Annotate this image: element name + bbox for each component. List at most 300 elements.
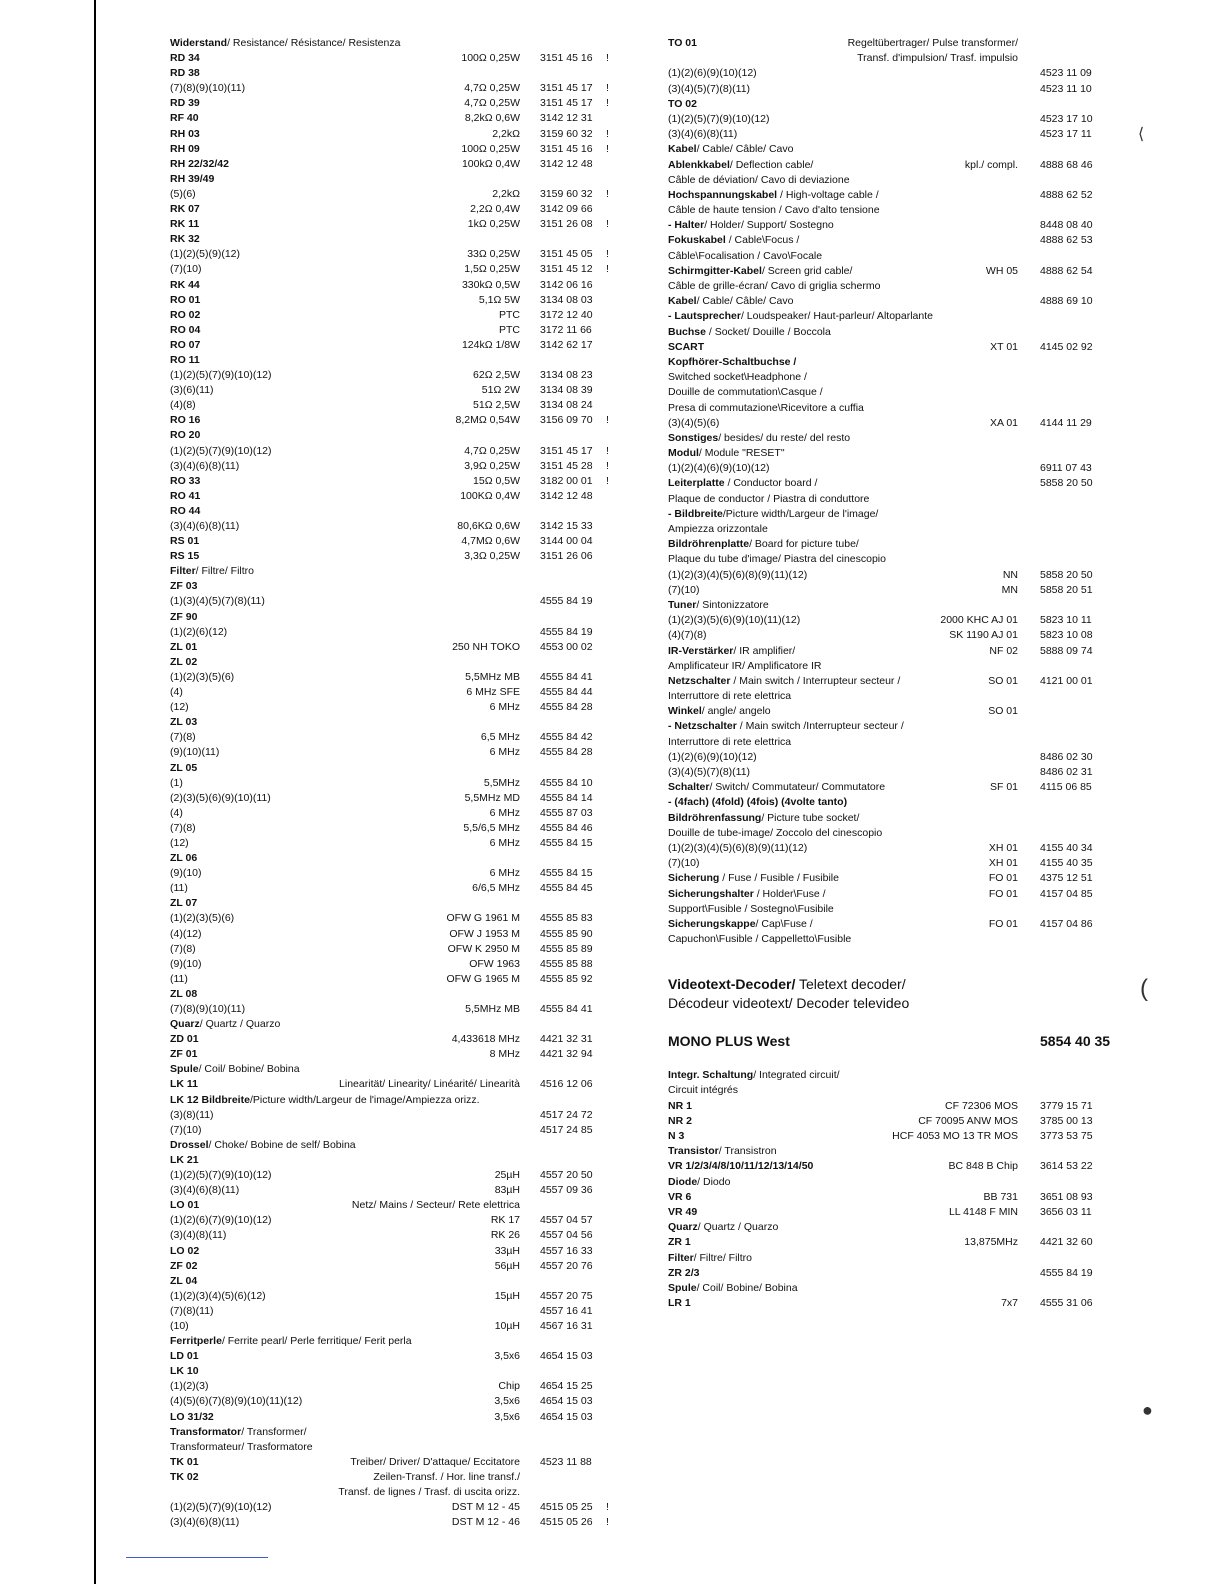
parts-row xyxy=(170,836,630,851)
part-reference: Schirmgitter-Kabel/ Screen grid cable/ xyxy=(668,264,853,277)
part-value: 3,5x6 xyxy=(494,1350,520,1363)
parts-row xyxy=(170,1394,630,1409)
part-reference: RH 03 xyxy=(170,127,200,140)
parts-row xyxy=(668,1083,1138,1098)
part-reference: Kabel/ Cable/ Câble/ Cavo xyxy=(668,295,794,308)
part-reference: (7)(8) xyxy=(170,731,196,744)
parts-row xyxy=(668,765,1138,780)
part-code: 3151 45 17 xyxy=(540,97,593,110)
part-value: 8,2kΩ 0,6W xyxy=(464,112,520,125)
part-value: 3,5x6 xyxy=(494,1410,520,1423)
part-reference: Câble de déviation/ Cavo di deviazione xyxy=(668,173,850,186)
parts-row xyxy=(170,1364,630,1379)
parts-list-left-column xyxy=(170,36,630,1530)
part-reference: Sicherungshalter / Holder\Fuse / xyxy=(668,887,826,900)
part-reference: Interruttore di rete elettrica xyxy=(668,690,792,703)
parts-row xyxy=(668,173,1138,188)
part-code: 4555 85 89 xyxy=(540,942,593,955)
parts-row xyxy=(668,871,1138,886)
part-reference: ZL 06 xyxy=(170,852,198,865)
part-value: NN xyxy=(1002,568,1018,581)
part-value: Transf. de lignes / Trasf. di uscita orizz. xyxy=(338,1486,520,1498)
part-value: 6 MHz xyxy=(489,867,520,880)
part-value: XT 01 xyxy=(990,340,1018,353)
part-reference: (3)(4)(6)(8)(11) xyxy=(668,128,738,141)
part-reference: Sicherungskappe/ Cap\Fuse / xyxy=(668,917,813,930)
part-reference: (3)(8)(11) xyxy=(170,1108,214,1121)
part-reference: RO 44 xyxy=(170,504,201,517)
part-code: 4515 05 26 xyxy=(540,1516,593,1529)
part-value: FO 01 xyxy=(988,917,1018,930)
parts-row xyxy=(668,689,1138,704)
part-reference: (1)(2)(3)(5)(6) xyxy=(170,670,235,683)
parts-row xyxy=(668,279,1138,294)
part-code: 6911 07 43 xyxy=(1040,462,1092,475)
parts-row xyxy=(170,1153,630,1168)
part-value: 5,5/6,5 MHz xyxy=(463,821,520,834)
part-code: 4555 84 14 xyxy=(540,791,593,804)
part-reference: (2)(3)(5)(6)(9)(10)(11) xyxy=(170,791,271,804)
part-reference: Bildröhrenplatte/ Board for picture tube/ xyxy=(668,538,859,551)
part-code: 4515 05 25 xyxy=(540,1501,593,1514)
part-value: 25µH xyxy=(494,1169,520,1182)
part-code: 4555 87 03 xyxy=(540,806,593,819)
part-reference: Support\Fusible / Sostegno\Fusibile xyxy=(668,902,834,915)
parts-row xyxy=(170,640,630,655)
part-code: 4557 04 56 xyxy=(540,1229,593,1242)
part-reference: (1)(2)(3) xyxy=(170,1380,209,1393)
part-value: 124kΩ 1/8W xyxy=(461,338,520,351)
part-reference: (11) xyxy=(170,882,188,895)
part-code: 4555 84 19 xyxy=(540,625,593,638)
parts-row xyxy=(170,1123,630,1138)
part-value: 7x7 xyxy=(1001,1297,1018,1310)
part-value: Treiber/ Driver/ D'attaque/ Eccitatore xyxy=(350,1455,520,1468)
part-reference: Spule/ Coil/ Bobine/ Bobina xyxy=(170,1063,300,1076)
part-code: 3142 62 17 xyxy=(540,338,593,351)
part-code: 4557 20 76 xyxy=(540,1259,593,1272)
margin-punch-mark: ● xyxy=(1142,1400,1153,1420)
part-reference: ZL 02 xyxy=(170,655,198,668)
parts-row xyxy=(668,142,1138,157)
part-code: 4555 31 06 xyxy=(1040,1297,1093,1310)
parts-row xyxy=(668,750,1138,765)
part-reference: Capuchon\Fusible / Cappelletto\Fusible xyxy=(668,933,852,946)
part-reference: (7)(10) xyxy=(170,263,202,276)
part-reference: (12) xyxy=(170,836,189,849)
parts-row xyxy=(170,685,630,700)
part-reference: (1)(2)(4)(6)(9)(10)(12) xyxy=(668,462,770,475)
part-code: 4888 62 53 xyxy=(1040,234,1093,247)
parts-row xyxy=(170,217,630,232)
parts-row xyxy=(668,1281,1138,1296)
parts-row xyxy=(668,325,1138,340)
part-reference: (1)(2)(5)(9)(12) xyxy=(170,248,241,261)
part-reference: VR 6 xyxy=(668,1190,692,1203)
part-code: 3151 45 17 xyxy=(540,444,593,457)
parts-row xyxy=(170,1077,630,1092)
parts-row xyxy=(170,957,630,972)
parts-row xyxy=(668,416,1138,431)
part-code: 3151 45 12 xyxy=(540,263,593,276)
part-reference: Buchse / Socket/ Douille / Boccola xyxy=(668,325,831,338)
part-reference: Câble de haute tension / Cavo d'alto tensione xyxy=(668,204,880,217)
safety-mark: ! xyxy=(606,97,609,110)
parts-row xyxy=(170,1168,630,1183)
part-reference: Switched socket\Headphone / xyxy=(668,371,807,384)
part-value: 56µH xyxy=(494,1259,520,1272)
parts-row xyxy=(170,1093,630,1108)
part-reference: Interruttore di rete elettrica xyxy=(668,735,792,748)
part-reference: (7)(8)(11) xyxy=(170,1304,214,1317)
part-reference: RH 39/49 xyxy=(170,172,215,185)
parts-row xyxy=(170,927,630,942)
part-code: 4555 84 28 xyxy=(540,701,593,714)
part-reference: SCART xyxy=(668,340,705,353)
part-value: 1,5Ω 0,25W xyxy=(464,263,520,276)
part-reference: Diode/ Diodo xyxy=(668,1175,731,1188)
parts-row xyxy=(170,1440,630,1455)
parts-row xyxy=(170,730,630,745)
parts-row xyxy=(170,670,630,685)
parts-row xyxy=(668,568,1138,583)
parts-row xyxy=(668,82,1138,97)
parts-row xyxy=(170,745,630,760)
part-value: PTC xyxy=(499,323,520,336)
parts-row xyxy=(170,821,630,836)
part-reference: RD 38 xyxy=(170,67,200,80)
part-value: 2,2Ω 0,4W xyxy=(470,203,520,216)
decoder-heading-line-2 xyxy=(668,994,1138,1013)
parts-row xyxy=(170,972,630,987)
part-code: 4888 68 46 xyxy=(1040,158,1093,171)
part-code: 4888 69 10 xyxy=(1040,295,1093,308)
parts-row xyxy=(668,719,1138,734)
part-value: 6 MHz xyxy=(489,701,520,714)
part-reference: RS 01 xyxy=(170,535,200,548)
part-code: 3142 12 31 xyxy=(540,112,593,125)
part-code: 4557 20 50 xyxy=(540,1169,593,1182)
part-value: 6 MHz SFE xyxy=(466,686,520,699)
part-reference: - Halter/ Holder/ Support/ Sostegno xyxy=(668,219,834,232)
parts-row xyxy=(170,579,630,594)
parts-row xyxy=(170,1274,630,1289)
part-code: 3151 45 28 xyxy=(540,459,593,472)
part-reference: LK 11 xyxy=(170,1078,199,1091)
parts-row xyxy=(170,655,630,670)
part-code: 4421 32 94 xyxy=(540,1048,593,1061)
part-value: 62Ω 2,5W xyxy=(473,369,520,382)
parts-row xyxy=(668,249,1138,264)
parts-row xyxy=(668,1266,1138,1281)
part-value: HCF 4053 MO 13 TR MOS xyxy=(892,1130,1018,1142)
safety-mark: ! xyxy=(606,248,609,261)
part-reference: (1)(2)(5)(7)(9)(10)(12) xyxy=(170,1169,272,1182)
part-reference: RK 11 xyxy=(170,218,200,231)
part-value: 6 MHz xyxy=(489,836,520,849)
part-value: Chip xyxy=(498,1380,520,1393)
part-value: 3,3Ω 0,25W xyxy=(464,550,520,563)
part-value: 83µH xyxy=(494,1184,520,1197)
part-code: 3651 08 93 xyxy=(1040,1190,1093,1203)
parts-row xyxy=(170,1349,630,1364)
parts-row xyxy=(668,127,1138,142)
part-reference: RO 04 xyxy=(170,323,201,336)
part-reference: (11) xyxy=(170,972,188,985)
part-value: 33µH xyxy=(494,1244,520,1257)
part-reference: TK 01 xyxy=(170,1455,199,1468)
part-value: 1kΩ 0,25W xyxy=(467,218,520,231)
part-reference: Spule/ Coil/ Bobine/ Bobina xyxy=(668,1281,798,1294)
part-reference: (7)(8) xyxy=(170,942,196,955)
part-reference: (7)(8) xyxy=(170,821,196,834)
part-reference: ZR 2/3 xyxy=(668,1266,700,1279)
footer-rule xyxy=(126,1557,268,1558)
part-reference: Câble\Focalisation / Cavo\Focale xyxy=(668,249,823,262)
parts-row xyxy=(170,625,630,640)
part-code: 3172 12 40 xyxy=(540,308,593,321)
part-reference: RF 40 xyxy=(170,112,199,125)
part-reference: ZF 03 xyxy=(170,580,198,593)
parts-row xyxy=(170,911,630,926)
part-reference: Presa di commutazione\Ricevitore a cuffia xyxy=(668,401,864,414)
part-code: 4375 12 51 xyxy=(1040,872,1093,885)
part-value: Zeilen-Transf. / Hor. line transf./ xyxy=(373,1470,520,1483)
part-value: RK 17 xyxy=(490,1214,520,1227)
parts-row xyxy=(170,308,630,323)
part-code: 3773 53 75 xyxy=(1040,1130,1093,1142)
part-reference: Integr. Schaltung/ Integrated circuit/ xyxy=(668,1069,840,1082)
parts-row xyxy=(170,549,630,564)
parts-row xyxy=(170,1108,630,1123)
part-reference: Filter/ Filtre/ Filtro xyxy=(668,1251,753,1264)
part-value: 100kΩ 0,4W xyxy=(461,157,520,170)
part-reference: (9)(10)(11) xyxy=(170,746,220,759)
part-reference: RO 11 xyxy=(170,353,200,366)
part-code: 8486 02 30 xyxy=(1040,750,1093,763)
part-reference: Ferritperle/ Ferrite pearl/ Perle ferritique/ Ferit perla xyxy=(170,1335,412,1348)
part-reference: (7)(10) xyxy=(668,857,700,870)
parts-row xyxy=(668,461,1138,476)
part-reference: RO 01 xyxy=(170,293,201,306)
part-value: 250 NH TOKO xyxy=(452,640,520,653)
part-reference: Plaque de conductor / Piastra di conduttore xyxy=(668,492,870,505)
part-value: RK 26 xyxy=(490,1229,520,1242)
part-reference: Filter/ Filtre/ Filtro xyxy=(170,565,255,578)
part-reference: (1)(2)(5)(7)(9)(10)(12) xyxy=(170,369,272,382)
part-value: 13,875MHz xyxy=(964,1236,1018,1249)
part-reference: (1)(2)(3)(4)(5)(6)(12) xyxy=(170,1289,266,1302)
part-reference: LO 02 xyxy=(170,1244,200,1257)
parts-row xyxy=(668,188,1138,203)
part-reference: RH 22/32/42 xyxy=(170,157,229,170)
part-code: 4888 62 52 xyxy=(1040,188,1093,201)
part-value: DST M 12 - 45 xyxy=(451,1501,520,1514)
part-value: MN xyxy=(1001,583,1018,596)
safety-mark: ! xyxy=(606,459,609,472)
part-value: Netz/ Mains / Secteur/ Rete elettrica xyxy=(351,1199,520,1212)
part-reference: (3)(4)(5)(6) xyxy=(668,416,720,429)
part-reference: Plaque du tube d'image/ Piastra del cinescopio xyxy=(668,553,886,566)
part-reference: RK 44 xyxy=(170,278,200,291)
parts-row xyxy=(668,1159,1138,1174)
part-reference: LR 1 xyxy=(668,1297,691,1310)
part-value: 5,1Ω 5W xyxy=(478,293,520,306)
parts-row xyxy=(668,492,1138,507)
part-reference: RK 07 xyxy=(170,203,200,216)
part-code: 3159 60 32 xyxy=(540,127,593,140)
parts-row xyxy=(170,278,630,293)
parts-row xyxy=(170,1228,630,1243)
parts-row xyxy=(170,368,630,383)
part-reference: Kopfhörer-Schaltbuchse / xyxy=(668,355,797,368)
part-reference: N 3 xyxy=(668,1130,685,1142)
parts-row xyxy=(668,537,1138,552)
parts-row xyxy=(668,370,1138,385)
part-value: NF 02 xyxy=(989,644,1018,657)
parts-row xyxy=(668,1144,1138,1159)
part-code: 4145 02 92 xyxy=(1040,340,1093,353)
part-reference: (12) xyxy=(170,701,189,714)
part-value: 5,5MHz xyxy=(483,776,520,789)
part-reference: VR 1/2/3/4/8/10/11/12/13/14/50 xyxy=(668,1160,814,1173)
decoder-heading-line-2-text: Décodeur videotext/ Decoder televideo xyxy=(668,995,910,1012)
part-code: 4555 84 28 xyxy=(540,746,593,759)
parts-row xyxy=(668,97,1138,112)
parts-row xyxy=(170,610,630,625)
part-reference: (3)(4)(6)(8)(11) xyxy=(170,1184,240,1197)
part-reference: RO 20 xyxy=(170,429,201,442)
part-code: 3182 00 01 xyxy=(540,474,593,487)
part-reference: ZL 03 xyxy=(170,716,198,729)
part-code: 4557 16 33 xyxy=(540,1244,593,1257)
part-value: OFW G 1961 M xyxy=(446,912,520,925)
part-value: 4,7Ω 0,25W xyxy=(464,82,520,95)
part-reference: RO 16 xyxy=(170,414,201,427)
parts-row xyxy=(170,1455,630,1470)
safety-mark: ! xyxy=(606,127,609,140)
part-reference: ZL 08 xyxy=(170,987,198,1000)
part-value: 6/6,5 MHz xyxy=(472,882,520,895)
part-reference: RO 07 xyxy=(170,338,201,351)
left-margin-rule xyxy=(94,0,96,1584)
part-reference: Modul/ Module "RESET" xyxy=(668,447,785,460)
parts-row xyxy=(170,398,630,413)
parts-row xyxy=(668,659,1138,674)
part-reference: (1)(2)(3)(5)(6)(9)(10)(11)(12) xyxy=(668,614,801,627)
part-code: 3159 60 32 xyxy=(540,187,593,200)
parts-row xyxy=(170,1425,630,1440)
parts-list-right-column xyxy=(668,36,1138,1311)
part-value: CF 72306 MOS xyxy=(945,1099,1018,1112)
parts-row xyxy=(668,218,1138,233)
parts-row xyxy=(170,111,630,126)
part-code: 4155 40 34 xyxy=(1040,841,1093,854)
part-reference: (7)(8)(9)(10)(11) xyxy=(170,82,246,95)
parts-row xyxy=(170,1334,630,1349)
parts-row xyxy=(668,1099,1138,1114)
part-code: 4155 40 35 xyxy=(1040,857,1093,870)
part-code: 4654 15 03 xyxy=(540,1350,593,1363)
margin-punch-mark: ( xyxy=(1140,975,1148,1002)
part-value: 15Ω 0,5W xyxy=(473,474,520,487)
part-value: 8,2MΩ 0,54W xyxy=(455,414,520,427)
part-reference: Sicherung / Fuse / Fusible / Fusibile xyxy=(668,872,839,885)
parts-row xyxy=(170,202,630,217)
part-reference: Douille de tube-image/ Zoccolo del cinescopio xyxy=(668,826,883,839)
part-value: 5,5MHz MB xyxy=(465,670,520,683)
part-code: 4157 04 85 xyxy=(1040,887,1093,900)
part-value: Transf. d'impulsion/ Trasf. impulsio xyxy=(857,52,1018,65)
part-code: 4654 15 03 xyxy=(540,1410,593,1423)
parts-row xyxy=(170,534,630,549)
part-value: 6 MHz xyxy=(489,746,520,759)
part-reference: Amplificateur IR/ Amplificatore IR xyxy=(668,659,822,672)
safety-mark: ! xyxy=(606,187,609,200)
parts-row xyxy=(170,338,630,353)
part-code: 3779 15 71 xyxy=(1040,1099,1093,1112)
parts-row xyxy=(668,1235,1138,1250)
part-reference: (1)(2)(3)(4)(5)(6)(8)(9)(11)(12) xyxy=(668,568,808,581)
part-reference: Douille de commutation\Casque / xyxy=(668,386,823,399)
part-code: 3151 45 16 xyxy=(540,142,593,155)
part-reference: RD 34 xyxy=(170,52,200,65)
part-code: 5823 10 11 xyxy=(1040,614,1092,627)
parts-row xyxy=(170,1017,630,1032)
parts-row xyxy=(170,851,630,866)
part-code: 3142 09 66 xyxy=(540,203,593,216)
part-reference: (5)(6) xyxy=(170,187,196,200)
part-reference: - Bildbreite/Picture width/Largeur de l'image/ xyxy=(668,507,879,520)
part-reference: (4) xyxy=(170,686,183,699)
part-reference: (3)(4)(8)(11) xyxy=(170,1229,227,1242)
parts-row xyxy=(668,431,1138,446)
part-reference: ZF 90 xyxy=(170,610,198,623)
parts-row xyxy=(668,552,1138,567)
part-reference: TO 01 xyxy=(668,37,697,49)
safety-mark: ! xyxy=(606,414,609,427)
part-code: 5858 20 50 xyxy=(1040,568,1093,581)
parts-row xyxy=(170,519,630,534)
part-value: BB 731 xyxy=(983,1190,1018,1203)
part-code: 5888 09 74 xyxy=(1040,644,1093,657)
parts-row xyxy=(170,881,630,896)
part-code: 4654 15 03 xyxy=(540,1395,593,1408)
parts-row xyxy=(170,504,630,519)
part-value: 80,6KΩ 0,6W xyxy=(457,520,520,532)
part-code: 3134 08 23 xyxy=(540,369,593,382)
part-reference: ZL 07 xyxy=(170,897,198,910)
parts-row xyxy=(668,1205,1138,1220)
parts-row xyxy=(170,127,630,142)
part-reference: Hochspannungskabel / High-voltage cable / xyxy=(668,188,879,201)
part-code: 4555 85 92 xyxy=(540,972,593,985)
part-reference: NR 1 xyxy=(668,1099,692,1112)
part-reference: RK 32 xyxy=(170,233,200,246)
part-reference: (1)(2)(5)(7)(9)(10)(12) xyxy=(170,444,272,457)
part-code: 4421 32 60 xyxy=(1040,1236,1093,1249)
parts-row xyxy=(668,1114,1138,1129)
part-reference: Transformateur/ Trasformatore xyxy=(170,1440,313,1453)
part-code: 4557 16 41 xyxy=(540,1304,593,1317)
part-reference: LK 10 xyxy=(170,1365,199,1378)
parts-row xyxy=(170,51,630,66)
part-reference: (4)(7)(8) xyxy=(668,629,707,642)
parts-row xyxy=(170,459,630,474)
part-value: 51Ω 2W xyxy=(481,384,520,397)
part-value: 4,7Ω 0,25W xyxy=(464,97,520,110)
parts-row xyxy=(668,932,1138,947)
